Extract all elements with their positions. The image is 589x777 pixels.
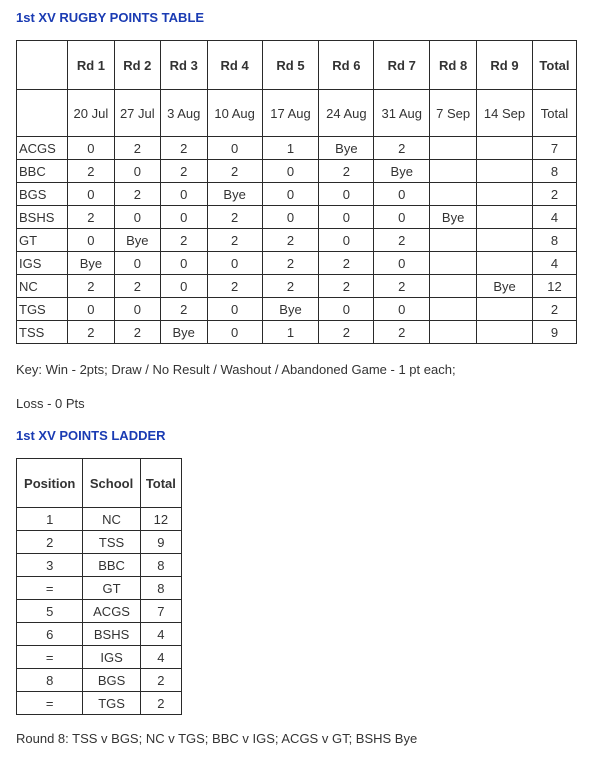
points-cell: 2: [319, 252, 374, 275]
ladder-title: 1st XV POINTS LADDER: [16, 428, 166, 443]
date-header: 7 Sep: [430, 90, 477, 137]
points-cell: 7: [532, 137, 576, 160]
points-cell: 2: [114, 137, 160, 160]
points-cell: [430, 298, 477, 321]
ladder-header: Position: [17, 459, 83, 508]
points-ladder-table: [16, 458, 182, 715]
points-cell: [430, 160, 477, 183]
ladder-cell: 7: [140, 600, 181, 623]
table-row: [17, 229, 577, 252]
ladder-cell: IGS: [83, 646, 140, 669]
points-cell: 0: [374, 298, 430, 321]
points-cell: [477, 321, 533, 344]
points-cell: [477, 160, 533, 183]
points-cell: 2: [262, 252, 319, 275]
points-cell: 8: [532, 229, 576, 252]
ladder-cell: 5: [17, 600, 83, 623]
round-header: Rd 9: [477, 41, 533, 90]
points-cell: 0: [262, 183, 319, 206]
points-cell: 2: [262, 275, 319, 298]
ladder-cell: 4: [140, 623, 181, 646]
points-cell: 2: [319, 160, 374, 183]
date-header: 31 Aug: [374, 90, 430, 137]
key-text: Key: Win - 2pts; Draw / No Result / Washout / Abandoned Game - 1 pt each;: [16, 362, 456, 377]
ladder-cell: 4: [140, 646, 181, 669]
points-cell: Bye: [477, 275, 533, 298]
points-cell: 2: [160, 298, 207, 321]
points-cell: 1: [262, 137, 319, 160]
table-row: [17, 160, 577, 183]
points-cell: [477, 298, 533, 321]
team-cell: IGS: [17, 252, 68, 275]
ladder-cell: BGS: [83, 669, 140, 692]
points-cell: [430, 252, 477, 275]
points-cell: [477, 206, 533, 229]
points-cell: 2: [160, 137, 207, 160]
points-cell: 0: [160, 252, 207, 275]
corner-cell: [17, 90, 68, 137]
points-cell: [430, 321, 477, 344]
points-cell: 0: [207, 252, 262, 275]
points-cell: 12: [532, 275, 576, 298]
ladder-cell: GT: [83, 577, 140, 600]
points-cell: Bye: [430, 206, 477, 229]
ladder-cell: 2: [140, 692, 181, 715]
points-cell: 0: [114, 298, 160, 321]
points-cell: [430, 275, 477, 298]
points-cell: 2: [532, 298, 576, 321]
ladder-cell: 12: [140, 508, 181, 531]
points-cell: 0: [114, 206, 160, 229]
points-cell: 2: [262, 229, 319, 252]
points-cell: 0: [319, 206, 374, 229]
points-cell: 2: [319, 275, 374, 298]
points-cell: [477, 137, 533, 160]
points-cell: 0: [114, 252, 160, 275]
header-row-dates: [17, 90, 577, 137]
team-cell: BGS: [17, 183, 68, 206]
points-cell: 0: [374, 206, 430, 229]
points-cell: Bye: [207, 183, 262, 206]
points-cell: [430, 229, 477, 252]
points-table: [16, 40, 577, 344]
team-cell: NC: [17, 275, 68, 298]
ladder-row: [17, 646, 182, 669]
team-cell: BBC: [17, 160, 68, 183]
points-cell: Bye: [114, 229, 160, 252]
ladder-cell: ACGS: [83, 600, 140, 623]
ladder-header-row: [17, 459, 182, 508]
team-cell: TGS: [17, 298, 68, 321]
points-cell: 0: [160, 206, 207, 229]
ladder-cell: TSS: [83, 531, 140, 554]
round8-note: Round 8: TSS v BGS; NC v TGS; BBC v IGS; ACGS v GT; BSHS Bye: [16, 731, 418, 746]
team-cell: GT: [17, 229, 68, 252]
header-row-rounds: [17, 41, 577, 90]
ladder-cell: BSHS: [83, 623, 140, 646]
points-cell: 2: [114, 183, 160, 206]
ladder-cell: 9: [140, 531, 181, 554]
table-row: [17, 275, 577, 298]
points-cell: Bye: [262, 298, 319, 321]
date-header: 24 Aug: [319, 90, 374, 137]
points-cell: 2: [207, 206, 262, 229]
points-cell: 2: [67, 275, 114, 298]
points-cell: 2: [374, 275, 430, 298]
points-cell: 0: [262, 206, 319, 229]
points-cell: 0: [262, 160, 319, 183]
points-cell: 9: [532, 321, 576, 344]
points-cell: 1: [262, 321, 319, 344]
ladder-cell: =: [17, 577, 83, 600]
points-cell: 2: [319, 321, 374, 344]
ladder-row: [17, 508, 182, 531]
team-cell: BSHS: [17, 206, 68, 229]
points-cell: 4: [532, 252, 576, 275]
ladder-cell: 6: [17, 623, 83, 646]
points-cell: 2: [374, 229, 430, 252]
ladder-cell: 3: [17, 554, 83, 577]
date-header: 17 Aug: [262, 90, 319, 137]
date-header: 10 Aug: [207, 90, 262, 137]
round-header: Rd 1: [67, 41, 114, 90]
table-row: [17, 252, 577, 275]
team-cell: TSS: [17, 321, 68, 344]
ladder-cell: 1: [17, 508, 83, 531]
date-header: 27 Jul: [114, 90, 160, 137]
points-cell: 0: [374, 252, 430, 275]
table-row: [17, 206, 577, 229]
table-row: [17, 321, 577, 344]
ladder-row: [17, 554, 182, 577]
points-cell: 0: [160, 275, 207, 298]
ladder-row: [17, 577, 182, 600]
date-header: 20 Jul: [67, 90, 114, 137]
points-cell: [477, 229, 533, 252]
ladder-header: Total: [140, 459, 181, 508]
table-row: [17, 183, 577, 206]
points-cell: [477, 183, 533, 206]
points-cell: Bye: [67, 252, 114, 275]
ladder-cell: =: [17, 646, 83, 669]
points-cell: 2: [374, 321, 430, 344]
points-cell: Bye: [160, 321, 207, 344]
points-cell: 0: [319, 298, 374, 321]
points-cell: [430, 183, 477, 206]
points-cell: 0: [207, 298, 262, 321]
points-cell: 0: [319, 183, 374, 206]
ladder-header: School: [83, 459, 140, 508]
ladder-cell: TGS: [83, 692, 140, 715]
round-header: Rd 4: [207, 41, 262, 90]
points-cell: 2: [207, 275, 262, 298]
round-header: Rd 6: [319, 41, 374, 90]
points-cell: [477, 252, 533, 275]
table-row: [17, 137, 577, 160]
ladder-cell: NC: [83, 508, 140, 531]
points-cell: 0: [114, 160, 160, 183]
round-header: Rd 7: [374, 41, 430, 90]
points-cell: 2: [532, 183, 576, 206]
points-cell: Bye: [374, 160, 430, 183]
points-cell: 0: [319, 229, 374, 252]
points-cell: 0: [67, 298, 114, 321]
ladder-cell: 8: [140, 577, 181, 600]
points-cell: 0: [67, 137, 114, 160]
points-cell: 2: [114, 321, 160, 344]
ladder-row: [17, 692, 182, 715]
round-header: Rd 2: [114, 41, 160, 90]
points-cell: 2: [67, 206, 114, 229]
points-cell: 2: [114, 275, 160, 298]
points-cell: 0: [67, 183, 114, 206]
points-cell: 0: [160, 183, 207, 206]
points-cell: [430, 137, 477, 160]
round-header: Rd 8: [430, 41, 477, 90]
corner-cell: [17, 41, 68, 90]
points-cell: 2: [67, 321, 114, 344]
points-cell: 2: [207, 160, 262, 183]
date-header: Total: [532, 90, 576, 137]
ladder-row: [17, 531, 182, 554]
points-cell: Bye: [319, 137, 374, 160]
points-cell: 4: [532, 206, 576, 229]
points-cell: 8: [532, 160, 576, 183]
ladder-row: [17, 600, 182, 623]
key-text-loss: Loss - 0 Pts: [16, 396, 85, 411]
points-cell: 2: [160, 229, 207, 252]
date-header: 3 Aug: [160, 90, 207, 137]
ladder-cell: =: [17, 692, 83, 715]
round-header: Rd 5: [262, 41, 319, 90]
points-cell: 0: [207, 321, 262, 344]
points-table-title: 1st XV RUGBY POINTS TABLE: [16, 10, 205, 25]
points-cell: 2: [67, 160, 114, 183]
points-cell: 2: [207, 229, 262, 252]
ladder-cell: BBC: [83, 554, 140, 577]
date-header: 14 Sep: [477, 90, 533, 137]
round-header: Total: [532, 41, 576, 90]
ladder-cell: 8: [140, 554, 181, 577]
points-cell: 2: [160, 160, 207, 183]
ladder-cell: 2: [17, 531, 83, 554]
ladder-row: [17, 669, 182, 692]
ladder-cell: 2: [140, 669, 181, 692]
table-row: [17, 298, 577, 321]
team-cell: ACGS: [17, 137, 68, 160]
ladder-row: [17, 623, 182, 646]
points-cell: 0: [374, 183, 430, 206]
points-cell: 2: [374, 137, 430, 160]
points-cell: 0: [207, 137, 262, 160]
round-header: Rd 3: [160, 41, 207, 90]
ladder-cell: 8: [17, 669, 83, 692]
points-cell: 0: [67, 229, 114, 252]
